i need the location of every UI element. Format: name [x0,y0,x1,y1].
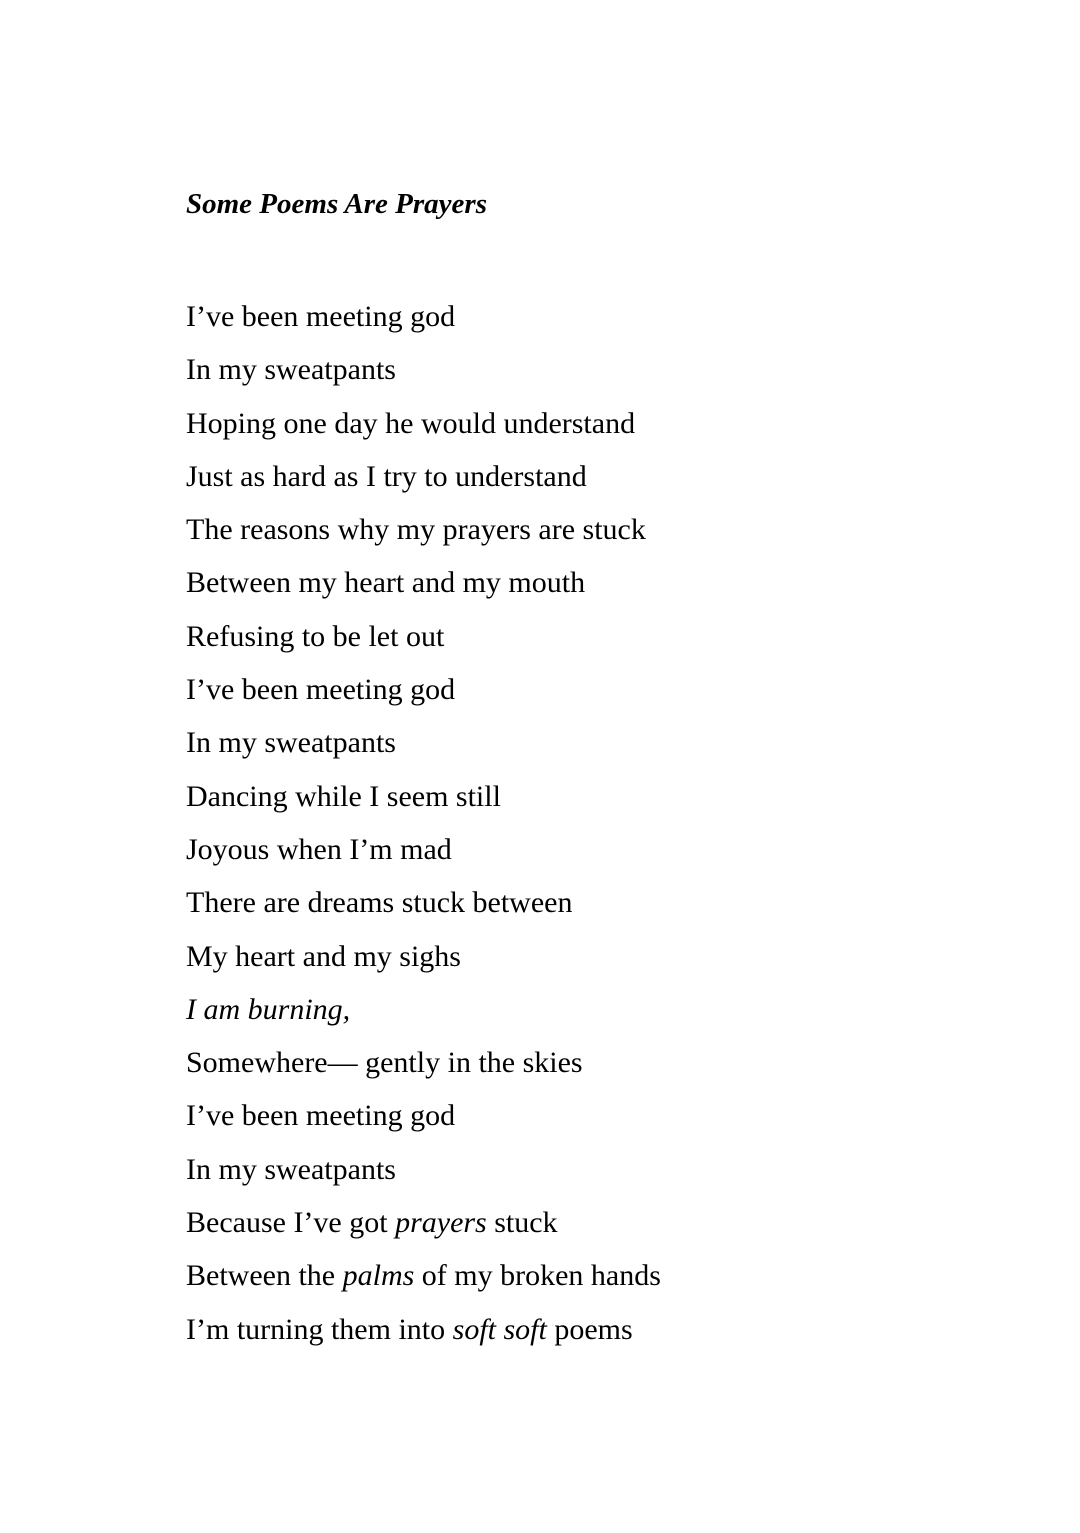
poem-text: Because I’ve got [186,1206,396,1240]
poem-text: stuck [486,1206,558,1240]
poem-text: poems [546,1312,633,1346]
poem-line [186,1143,661,1196]
poem-text: In my sweatpants [186,1152,396,1186]
poem-line [186,770,661,823]
poem-emphasis: palms [342,1259,415,1293]
poem-text: In my sweatpants [186,353,396,387]
poem-emphasis: prayers [395,1206,487,1240]
poem-line [186,983,661,1036]
poem-line [186,1249,661,1302]
poem-line [186,1303,661,1356]
poem-line [186,1196,661,1249]
poem-text: Between the [186,1259,343,1293]
poem-text: I’ve been meeting god [186,673,456,707]
poem-text: I’m turning them into [186,1312,453,1346]
poem-text: Dancing while I seem still [186,779,501,813]
poem-title: Some Poems Are Prayers [186,188,487,220]
poem-line [186,503,661,556]
poem-text: Refusing to be let out [186,619,445,653]
poem-text: Joyous when I’m mad [186,832,452,866]
poem-line [186,450,661,503]
poem-line [186,397,661,450]
poem-text: In my sweatpants [186,726,396,760]
poem-text: The reasons why my prayers are stuck [186,513,646,547]
poem-line [186,290,661,343]
poem-line [186,556,661,609]
poem-text: of my broken hands [414,1259,661,1293]
poem-line [186,876,661,929]
poem-body [186,290,661,1356]
poem-text: I’ve been meeting god [186,300,456,333]
poem-emphasis: soft soft [452,1312,547,1346]
poem-line [186,930,661,983]
poem-line [186,823,661,876]
poem-line [186,716,661,769]
poem-text: There are dreams stuck between [186,886,573,920]
poem-text: Somewhere— gently in the skies [186,1046,583,1080]
poem-text: I’ve been meeting god [186,1099,456,1133]
poem-line [186,1089,661,1142]
poem-text: Between my heart and my mouth [186,566,586,600]
poem-text: Just as hard as I try to understand [186,459,587,493]
poem-text: Hoping one day he would understand [186,406,636,440]
poem-line [186,663,661,716]
poem-line [186,610,661,663]
poem-line [186,343,661,396]
poem-line [186,1036,661,1089]
poem-text: My heart and my sighs [186,939,461,973]
poem-emphasis: I am burning, [186,992,351,1026]
